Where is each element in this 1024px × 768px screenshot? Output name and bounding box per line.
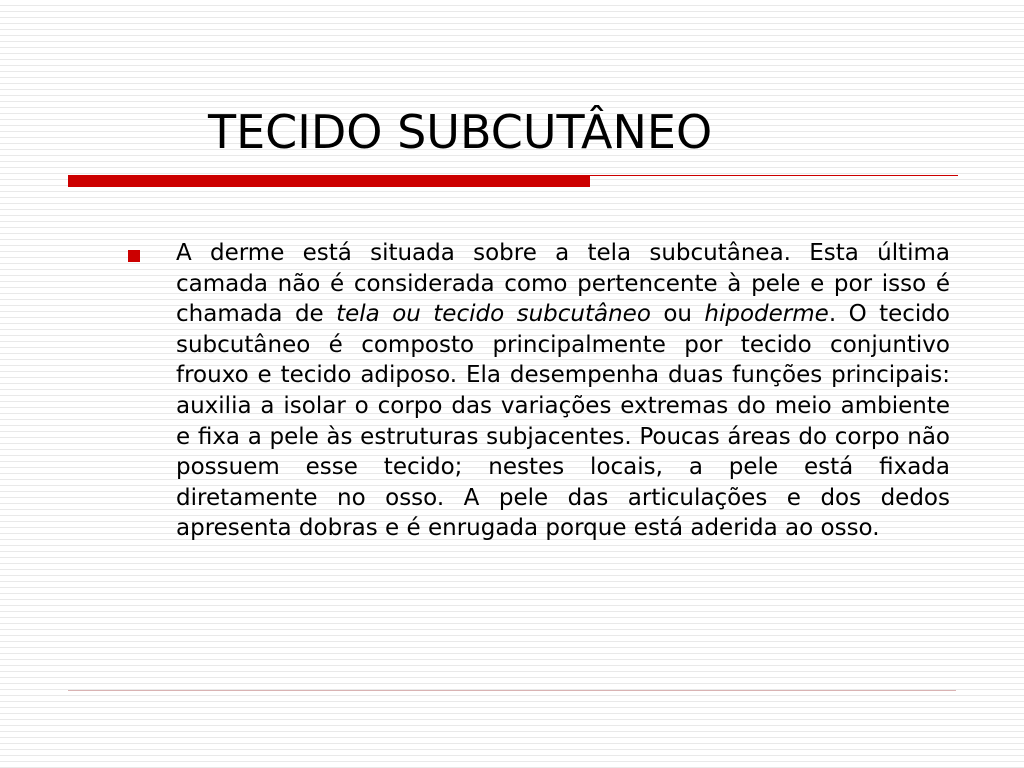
title-underline-thick [68, 175, 590, 187]
list-item [128, 238, 950, 544]
footer-divider [68, 690, 956, 691]
slide-title: TECIDO SUBCUTÂNEO [208, 105, 713, 159]
italic-term: hipoderme [704, 301, 829, 328]
title-underline-thin [590, 175, 958, 176]
bullet-text [176, 238, 950, 544]
text-segment: A derme está situada sobre a tela subcutânea. Esta última camada não é considerada como pertencente à pele e por isso é chamada de [176, 240, 950, 328]
square-bullet-icon [128, 250, 140, 262]
italic-term: tela ou tecido subcutâneo [336, 301, 651, 328]
bullet-list [128, 238, 950, 544]
text-segment: . O tecido subcutâneo é composto principalmente por tecido conjuntivo frouxo e tecido adiposo. Ela desempenha duas funções principais: auxilia a isolar o corpo das variações extremas do meio ambiente e fixa a pele às estruturas subjacentes. Poucas áreas do corpo não possuem esse tecido; nestes locais, a pele está fixada diretamente no osso. A pele das articulações e dos dedos apresenta dobras e é enrugada porque está aderida ao osso. [176, 301, 950, 542]
text-segment: ou [650, 301, 705, 328]
